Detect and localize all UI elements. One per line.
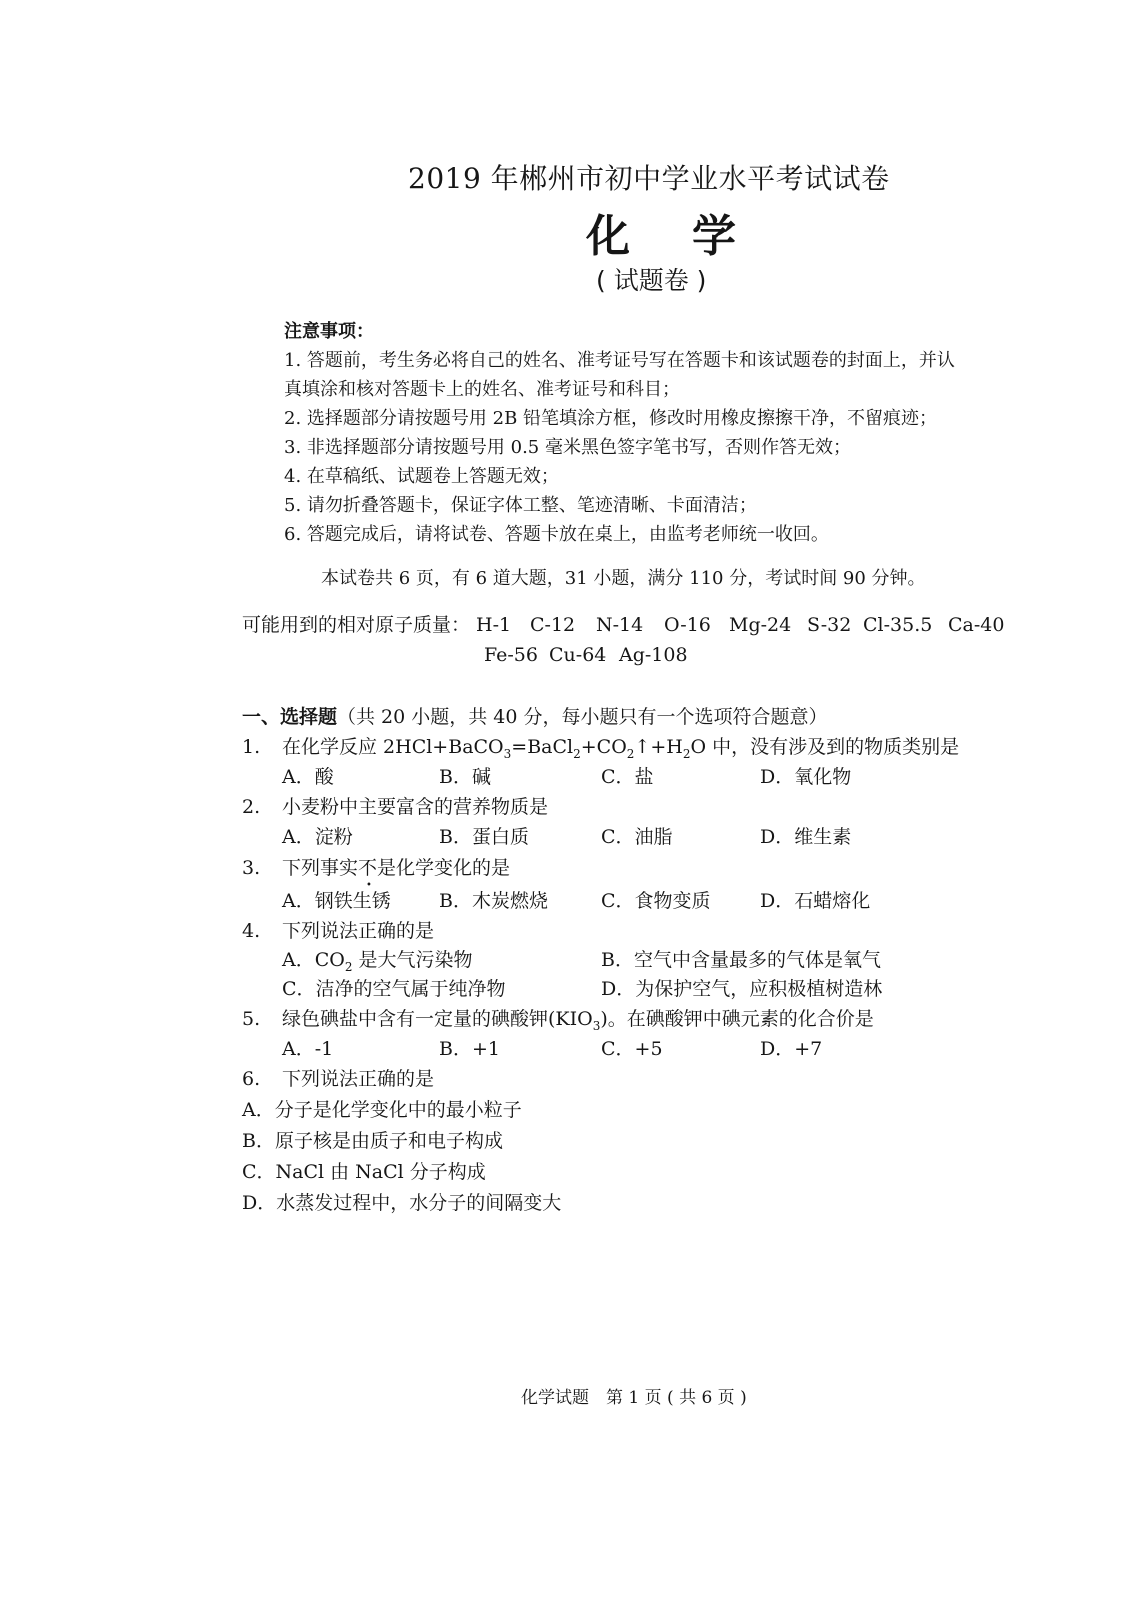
option-c: C．食物变质 [601, 890, 711, 912]
option-b: B．原子核是由质子和电子构成 [242, 1130, 503, 1152]
option-d: D．石蜡熔化 [760, 890, 871, 912]
atomic-mass-item: Cl-35.5 [863, 614, 933, 636]
question-6 [0, 1070, 1132, 1092]
option-c: C．+5 [601, 1038, 663, 1060]
option-d: D．维生素 [760, 826, 852, 848]
question-5 [0, 1010, 1132, 1032]
question-text: 在化学反应 $2HCl+BaCO_3=BaCl_2+CO_2↑+H_2O$ 中，没有涉及到的物质类别是 [282, 736, 960, 761]
option-c: C．NaCl 由 NaCl 分子构成 [242, 1161, 486, 1183]
section-title: 一、选择题 [242, 706, 338, 728]
option-b: B．+1 [439, 1038, 500, 1060]
option-c: C．盐 [601, 766, 654, 788]
option-d: D．+7 [760, 1038, 823, 1060]
option-c: C．洁净的空气属于纯净物 [282, 978, 506, 1000]
atomic-mass-item: Cu-64 [549, 644, 607, 666]
question-number: 6. [242, 1068, 261, 1090]
option-a: A．淀粉 [282, 826, 353, 848]
option-b: B．碱 [439, 766, 491, 788]
atomic-mass-item: O-16 [664, 614, 711, 636]
question-text: 下列事实不是化学变化的是 [282, 857, 511, 879]
option-b: B．空气中含量最多的气体是氧气 [601, 949, 881, 971]
question-1 [0, 738, 1132, 760]
question-number: 4. [242, 920, 261, 942]
note-line-3: 3. 非选择题部分请按题号用 0.5 毫米黑色签字笔书写，否则作答无效； [284, 437, 851, 458]
question-3 [0, 857, 1132, 891]
note-line-1-cont: 真填涂和核对答题卡上的姓名、准考证号和科目； [284, 379, 680, 400]
subject-title: 化学 [586, 211, 798, 262]
question-text: 小麦粉中主要富含的营养物质是 [282, 796, 549, 818]
section-note: （共 20 小题，共 40 分，每小题只有一个选项符合题意） [337, 706, 828, 728]
emphasis-dot-icon: • [366, 880, 372, 891]
note-line-5: 5. 请勿折叠答题卡，保证字体工整、笔迹清晰、卡面清洁； [284, 495, 757, 516]
option-d: D．水蒸发过程中，水分子的间隔变大 [242, 1192, 562, 1214]
section-header [242, 708, 828, 727]
notes-heading: 注意事项： [284, 321, 374, 342]
note-line-6: 6. 答题完成后，请将试卷、答题卡放在桌上，由监考老师统一收回。 [284, 524, 829, 545]
atomic-mass-item: S-32 [807, 614, 852, 636]
note-line-2: 2. 选择题部分请按题号用 2B 铅笔填涂方框，修改时用橡皮擦擦干净，不留痕迹； [284, 408, 938, 429]
exam-title: 2019 年郴州市初中学业水平考试试卷 [408, 162, 890, 195]
atomic-mass-item: Ag-108 [619, 644, 688, 666]
option-a: A．分子是化学变化中的最小粒子 [242, 1099, 522, 1121]
atomic-mass-item: N-14 [596, 614, 644, 636]
page-footer: 化学试题 第 1 页 ( 共 6 页 ) [521, 1388, 747, 1408]
atomic-mass-item: C-12 [530, 614, 576, 636]
atomic-mass-item: Fe-56 [484, 644, 538, 666]
question-text: 下列说法正确的是 [282, 920, 435, 942]
question-number: 5. [242, 1008, 261, 1030]
option-b: B．木炭燃烧 [439, 890, 548, 912]
question-text: 下列说法正确的是 [282, 1068, 435, 1090]
atomic-mass-item: Mg-24 [729, 614, 792, 636]
option-d: D．为保护空气，应积极植树造林 [601, 978, 883, 1000]
option-d: D．氧化物 [760, 766, 852, 788]
question-2 [0, 798, 1132, 820]
note-line-4: 4. 在草稿纸、试题卷上答题无效； [284, 466, 559, 487]
option-a: A．酸 [282, 766, 334, 788]
atomic-mass-item: H-1 [476, 614, 512, 636]
atomic-mass-label: 可能用到的相对原子质量： [242, 614, 471, 636]
question-number: 1. [242, 736, 261, 758]
question-text: 绿色碘盐中含有一定量的碘酸钾$(KIO_3)$。在碘酸钾中碘元素的化合价是 [282, 1008, 874, 1033]
note-line-1: 1. 答题前，考生务必将自己的姓名、准考证号写在答题卡和该试题卷的封面上，并认 [284, 350, 955, 371]
option-a: A．-1 [282, 1038, 334, 1060]
atomic-mass-item: Ca-40 [948, 614, 1005, 636]
option-b: B．蛋白质 [439, 826, 529, 848]
option-c: C．油脂 [601, 826, 673, 848]
paper-type-label: ( 试题卷 ) [596, 266, 707, 295]
option-a: A．钢铁生锈 [282, 890, 391, 912]
exam-summary: 本试卷共 6 页，有 6 道大题，31 小题，满分 110 分，考试时间 90 分钟。 [321, 568, 926, 589]
emphasis-mark: 不 [358, 857, 378, 879]
question-number: 3. [242, 857, 261, 879]
question-4 [0, 922, 1132, 944]
question-number: 2. [242, 796, 261, 818]
option-a: A．$CO_2$ 是大气污染物 [282, 949, 473, 974]
